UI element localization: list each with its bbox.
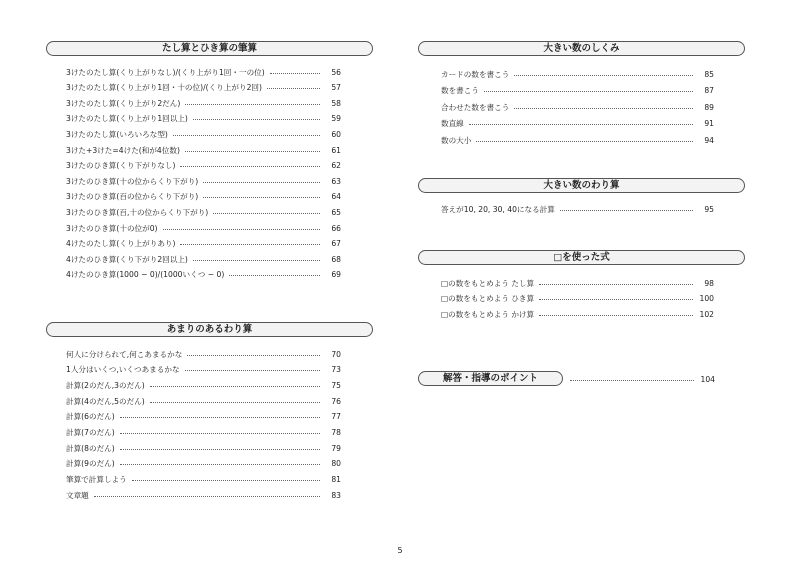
leader-dots (213, 213, 320, 214)
leader-dots (476, 141, 693, 142)
toc-entry-page: 95 (704, 204, 714, 214)
toc-entry-page: 75 (331, 380, 341, 390)
toc-entry-page: 104 (700, 374, 715, 384)
toc-entry-page: 83 (331, 490, 341, 500)
toc-entry[interactable] (66, 111, 341, 127)
toc-entry-page: 78 (331, 428, 341, 437)
leader-dots (539, 284, 693, 285)
toc-entry-page: 76 (331, 396, 341, 406)
leader-dots (132, 480, 320, 481)
toc-entry-page: 91 (704, 119, 714, 128)
toc-entry-title: 3けたのたし算(くり上がり1回・十の位)/(くり上がり2回) (66, 83, 262, 93)
section-header-big-numbers: 大きい数のしくみ (418, 41, 745, 56)
toc-entry[interactable] (441, 275, 714, 291)
toc-entry-page: 94 (704, 135, 714, 145)
section-header-big-division: 大きい数のわり算 (418, 178, 745, 193)
toc-entry[interactable] (66, 377, 341, 393)
toc-entry-title: 何人に分けられて,何こあまるかな (66, 349, 183, 359)
toc-entry-page: 89 (704, 102, 714, 112)
toc-entry-page: 65 (331, 207, 341, 217)
toc-entry-title: 計算(7のだん) (66, 428, 115, 437)
toc-entry[interactable] (66, 251, 341, 267)
leader-dots (150, 402, 320, 403)
toc-entry-title: 計算(9のだん) (66, 459, 115, 469)
toc-entry[interactable] (441, 132, 714, 148)
toc-entry[interactable] (66, 158, 341, 174)
toc-entry[interactable] (441, 66, 714, 82)
toc-entry-page: 79 (331, 443, 341, 453)
toc-entry-page: 57 (331, 83, 341, 93)
toc-entry[interactable] (66, 142, 341, 158)
toc-entry-page: 64 (331, 192, 341, 202)
toc-entry-title: 計算(8のだん) (66, 443, 115, 453)
toc-entry[interactable] (441, 291, 714, 307)
leader-dots (185, 151, 320, 152)
toc-entry[interactable] (441, 201, 714, 217)
toc-entry[interactable] (66, 425, 341, 441)
leader-dots (484, 91, 693, 92)
toc-entry-page: 67 (331, 239, 341, 249)
toc-entry[interactable] (441, 99, 714, 115)
toc-entry[interactable] (66, 346, 341, 362)
leader-dots (185, 370, 320, 371)
toc-entry-title: 3けたのひき算(くり下がりなし) (66, 161, 176, 171)
leader-dots (180, 244, 320, 245)
leader-dots (120, 433, 320, 434)
toc-entry-title: 筆算で計算しよう (66, 475, 127, 485)
toc-entry-page: 73 (331, 365, 341, 375)
toc-entry-title: 計算(4のだん,5のだん) (66, 396, 145, 406)
section-header-remainder: あまりのあるわり算 (46, 322, 373, 337)
toc-entry-title: カードの数を書こう (441, 69, 510, 79)
leader-dots (185, 104, 320, 105)
toc-entry-title: 3けたのたし算(くり上がりなし)/(くり上がり1回・一の位) (66, 67, 265, 77)
toc-entry[interactable] (66, 487, 341, 503)
toc-entry[interactable] (66, 80, 341, 96)
leader-dots (267, 88, 320, 89)
page-number: 5 (397, 546, 403, 555)
toc-entry-title: 3けたのひき算(百の位からくり下がり) (66, 192, 199, 202)
toc-entry[interactable] (66, 393, 341, 409)
toc-entry[interactable] (66, 204, 341, 220)
toc-entry[interactable] (441, 116, 714, 132)
toc-entry-title: 合わせた数を書こう (441, 102, 510, 112)
toc-entry[interactable] (66, 440, 341, 456)
leader-dots (514, 75, 693, 76)
toc-entry-page: 85 (704, 69, 714, 79)
toc-entry-title: 4けたのひき算(1000 − 0)/(1000いくつ − 0) (66, 270, 225, 280)
leader-dots (560, 210, 693, 211)
toc-entry[interactable] (66, 267, 341, 283)
leader-dots (120, 417, 320, 418)
toc-entry[interactable] (441, 83, 714, 99)
toc-entry-page: 102 (699, 309, 714, 319)
toc-entry-page: 77 (331, 412, 341, 422)
toc-entry-page: 59 (331, 114, 341, 124)
leader-dots (514, 108, 693, 109)
leader-dots (193, 260, 320, 261)
toc-entry[interactable] (441, 306, 714, 322)
toc-entry-title: 3けた+3けた=4けた(和が4位数) (66, 145, 180, 155)
leader-dots (120, 464, 320, 465)
toc-entry-page: 100 (699, 294, 714, 303)
leader-dots (163, 229, 320, 230)
toc-entry-answers[interactable] (565, 371, 715, 387)
toc-entry-title: □の数をもとめよう かけ算 (441, 309, 535, 319)
leader-dots (173, 135, 320, 136)
toc-entry[interactable] (66, 189, 341, 205)
section-header-box-equation: □を使った式 (418, 250, 745, 265)
toc-entry-title: 3けたのひき算(十の位からくり下がり) (66, 176, 199, 186)
toc-entry[interactable] (66, 173, 341, 189)
toc-entry-title: □の数をもとめよう ひき算 (441, 294, 535, 303)
leader-dots (150, 386, 320, 387)
leader-dots (187, 355, 320, 356)
section-header-add-sub: たし算とひき算の筆算 (46, 41, 373, 56)
toc-entry-page: 61 (331, 145, 341, 155)
toc-entry[interactable] (66, 362, 341, 378)
toc-entry-page: 68 (331, 254, 341, 264)
toc-entry[interactable] (66, 64, 341, 80)
toc-entry-page: 87 (704, 86, 714, 95)
toc-entry-page: 58 (331, 98, 341, 108)
leader-dots (120, 449, 320, 450)
leader-dots (193, 119, 320, 120)
toc-entry-title: 文章題 (66, 490, 89, 500)
toc-entry-title: 4けたのたし算(くり上がりあり) (66, 239, 176, 249)
leader-dots (94, 496, 320, 497)
leader-dots (180, 166, 320, 167)
toc-entry[interactable] (66, 409, 341, 425)
toc-entry-title: 3けたのたし算(くり上がり2だん) (66, 98, 181, 108)
toc-entry-title: 3けたのひき算(百,十の位からくり下がり) (66, 207, 209, 217)
toc-entry-title: 1人分はいくつ,いくつあまるかな (66, 365, 180, 375)
toc-entry-page: 60 (331, 129, 341, 139)
toc-entry[interactable] (66, 220, 341, 236)
toc-entry-title: 答えが10, 20, 30, 40になる計算 (441, 204, 555, 214)
toc-entry-page: 80 (331, 459, 341, 469)
leader-dots (203, 182, 320, 183)
toc-entry-title: 計算(6のだん) (66, 412, 115, 422)
toc-entry-page: 69 (331, 270, 341, 280)
toc-entry-title: 数の大小 (441, 135, 472, 145)
leader-dots (203, 197, 320, 198)
leader-dots (539, 315, 693, 316)
leader-dots (229, 275, 320, 276)
toc-entry-title: 数直線 (441, 119, 464, 128)
toc-entry[interactable] (66, 236, 341, 252)
toc-entry-page: 98 (704, 278, 714, 288)
toc-entry-title: 3けたのひき算(十の位が0) (66, 223, 158, 233)
toc-entry-page: 56 (331, 67, 341, 77)
toc-entry-title: 4けたのひき算(くり下がり2回以上) (66, 254, 188, 264)
leader-dots (539, 299, 693, 300)
toc-entry[interactable] (66, 95, 341, 111)
leader-dots (570, 380, 694, 381)
leader-dots (270, 73, 320, 74)
toc-entry[interactable] (66, 472, 341, 488)
toc-entry-page: 66 (331, 223, 341, 233)
section-header-answers: 解答・指導のポイント (418, 371, 563, 386)
toc-entry-page: 63 (331, 176, 341, 186)
toc-entry-title: □の数をもとめよう たし算 (441, 278, 535, 288)
toc-entry-title: 3けたのたし算(くり上がり1回以上) (66, 114, 188, 124)
toc-entry-page: 70 (331, 349, 341, 359)
toc-entry-page: 81 (331, 475, 341, 485)
toc-entry-page: 62 (331, 161, 341, 171)
toc-entry-title: 3けたのたし算(いろいろな型) (66, 129, 168, 139)
toc-entry-title: 計算(2のだん,3のだん) (66, 380, 145, 390)
toc-entry[interactable] (66, 126, 341, 142)
toc-entry[interactable] (66, 456, 341, 472)
toc-entry-title: 数を書こう (441, 86, 479, 95)
leader-dots (469, 124, 693, 125)
